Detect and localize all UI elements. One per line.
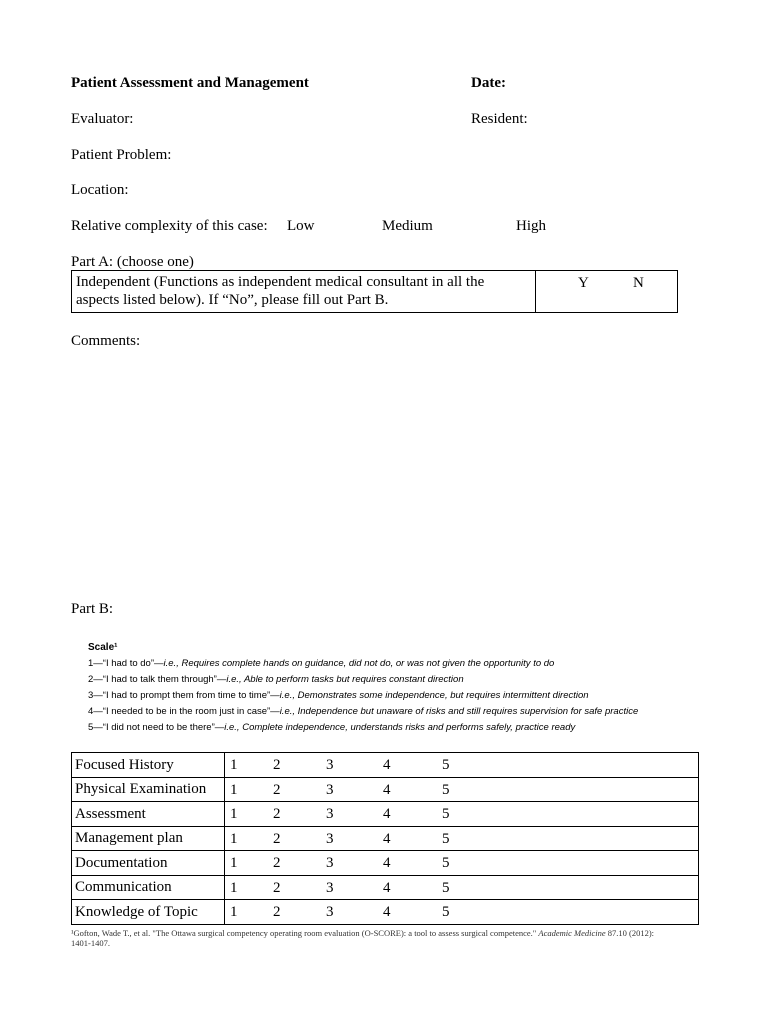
part-a-no-option[interactable]: N: [633, 275, 644, 291]
part-a-line-2: aspects listed below). If “No”, please fill out Part B.: [76, 292, 389, 308]
score-option-4[interactable]: 4: [383, 904, 391, 920]
score-option-1[interactable]: 1: [230, 879, 238, 896]
score-option-2[interactable]: 2: [273, 806, 281, 822]
scale-item-5: 5—“I did not need to be there”—i.e., Complete independence, understands risks and performs safely, practice ready: [88, 722, 576, 733]
criteria-row: [72, 753, 699, 778]
score-option-3[interactable]: 3: [326, 904, 334, 920]
score-option-2[interactable]: 2: [273, 830, 281, 847]
score-option-5[interactable]: 5: [442, 806, 450, 822]
score-options: [225, 777, 699, 802]
date-label: Date:: [471, 75, 506, 91]
part-a-description: [72, 271, 536, 313]
patient-problem-label: Patient Problem:: [71, 147, 172, 163]
score-options: [225, 826, 699, 851]
criteria-label: Knowledge of Topic: [72, 900, 225, 925]
criteria-label: Documentation: [72, 851, 225, 876]
score-option-2[interactable]: 2: [273, 781, 281, 798]
score-option-1[interactable]: 1: [230, 830, 238, 847]
score-option-3[interactable]: 3: [326, 806, 334, 822]
criteria-row: [72, 826, 699, 851]
score-option-5[interactable]: 5: [442, 781, 450, 798]
score-option-3[interactable]: 3: [326, 757, 334, 773]
score-option-1[interactable]: 1: [230, 904, 238, 920]
score-options: [225, 875, 699, 900]
resident-label: Resident:: [471, 111, 528, 127]
footnote: [71, 928, 696, 948]
criteria-label: Assessment: [72, 802, 225, 827]
score-option-2[interactable]: 2: [273, 855, 281, 871]
footnote-line-2: 1401-1407.: [71, 938, 110, 948]
part-a-table: [71, 270, 678, 313]
evaluator-label: Evaluator:: [71, 111, 134, 127]
score-option-1[interactable]: 1: [230, 855, 238, 871]
score-option-5[interactable]: 5: [442, 855, 450, 871]
footnote-line-1: ¹Gofton, Wade T., et al. "The Ottawa surgical competency operating room evaluation (O-SCORE): a tool to assess surgical competence." Academic Medicine 87.10 (2012):: [71, 928, 655, 938]
score-option-2[interactable]: 2: [273, 879, 281, 896]
criteria-label: Physical Examination: [72, 777, 225, 802]
score-option-4[interactable]: 4: [383, 781, 391, 798]
score-option-5[interactable]: 5: [442, 879, 450, 896]
score-options: [225, 851, 699, 876]
complexity-option-high[interactable]: High: [516, 218, 546, 234]
score-option-4[interactable]: 4: [383, 855, 391, 871]
scale-title: Scale¹: [88, 642, 118, 653]
criteria-row: [72, 900, 699, 925]
complexity-option-low[interactable]: Low: [287, 218, 315, 234]
part-a-heading: Part A: (choose one): [71, 254, 194, 270]
criteria-label: Communication: [72, 875, 225, 900]
score-option-2[interactable]: 2: [273, 904, 281, 920]
criteria-label: Focused History: [72, 753, 225, 778]
score-options: [225, 802, 699, 827]
score-option-1[interactable]: 1: [230, 806, 238, 822]
score-options: [225, 900, 699, 925]
scale-item-2: 2—“I had to talk them through”—i.e., Able to perform tasks but requires constant direction: [88, 674, 464, 685]
complexity-label: Relative complexity of this case:: [71, 218, 268, 234]
score-option-5[interactable]: 5: [442, 904, 450, 920]
form-title: Patient Assessment and Management: [71, 75, 309, 91]
score-option-1[interactable]: 1: [230, 757, 238, 773]
part-a-line-1: Independent (Functions as independent medical consultant in all the: [76, 274, 485, 290]
complexity-option-medium[interactable]: Medium: [382, 218, 433, 234]
score-options: [225, 753, 699, 778]
score-option-4[interactable]: 4: [383, 830, 391, 847]
score-option-4[interactable]: 4: [383, 757, 391, 773]
location-label: Location:: [71, 182, 129, 198]
criteria-row: [72, 802, 699, 827]
scale-item-3: 3—“I had to prompt them from time to time”—i.e., Demonstrates some independence, but requires intermittent direction: [88, 690, 589, 701]
score-option-4[interactable]: 4: [383, 806, 391, 822]
part-a-choice-cell: [536, 271, 678, 313]
score-option-1[interactable]: 1: [230, 781, 238, 798]
scale-item-1: 1—“I had to do”—i.e., Requires complete hands on guidance, did not do, or was not given the opportunity to do: [88, 658, 555, 669]
score-option-5[interactable]: 5: [442, 757, 450, 773]
criteria-row: [72, 875, 699, 900]
scale-legend: [88, 640, 708, 736]
ratings-table: [71, 752, 699, 925]
scale-item-4: 4—“I needed to be in the room just in case”—i.e., Independence but unaware of risks and still requires supervision for safe practice: [88, 706, 639, 717]
score-option-3[interactable]: 3: [326, 879, 334, 896]
score-option-5[interactable]: 5: [442, 830, 450, 847]
comments-label: Comments:: [71, 333, 141, 349]
part-a-yes-option[interactable]: Y: [578, 275, 589, 291]
score-option-4[interactable]: 4: [383, 879, 391, 896]
criteria-row: [72, 777, 699, 802]
criteria-row: [72, 851, 699, 876]
score-option-3[interactable]: 3: [326, 855, 334, 871]
score-option-3[interactable]: 3: [326, 781, 334, 798]
score-option-2[interactable]: 2: [273, 757, 281, 773]
part-b-heading: Part B:: [71, 601, 114, 617]
criteria-label: Management plan: [72, 826, 225, 851]
score-option-3[interactable]: 3: [326, 830, 334, 847]
